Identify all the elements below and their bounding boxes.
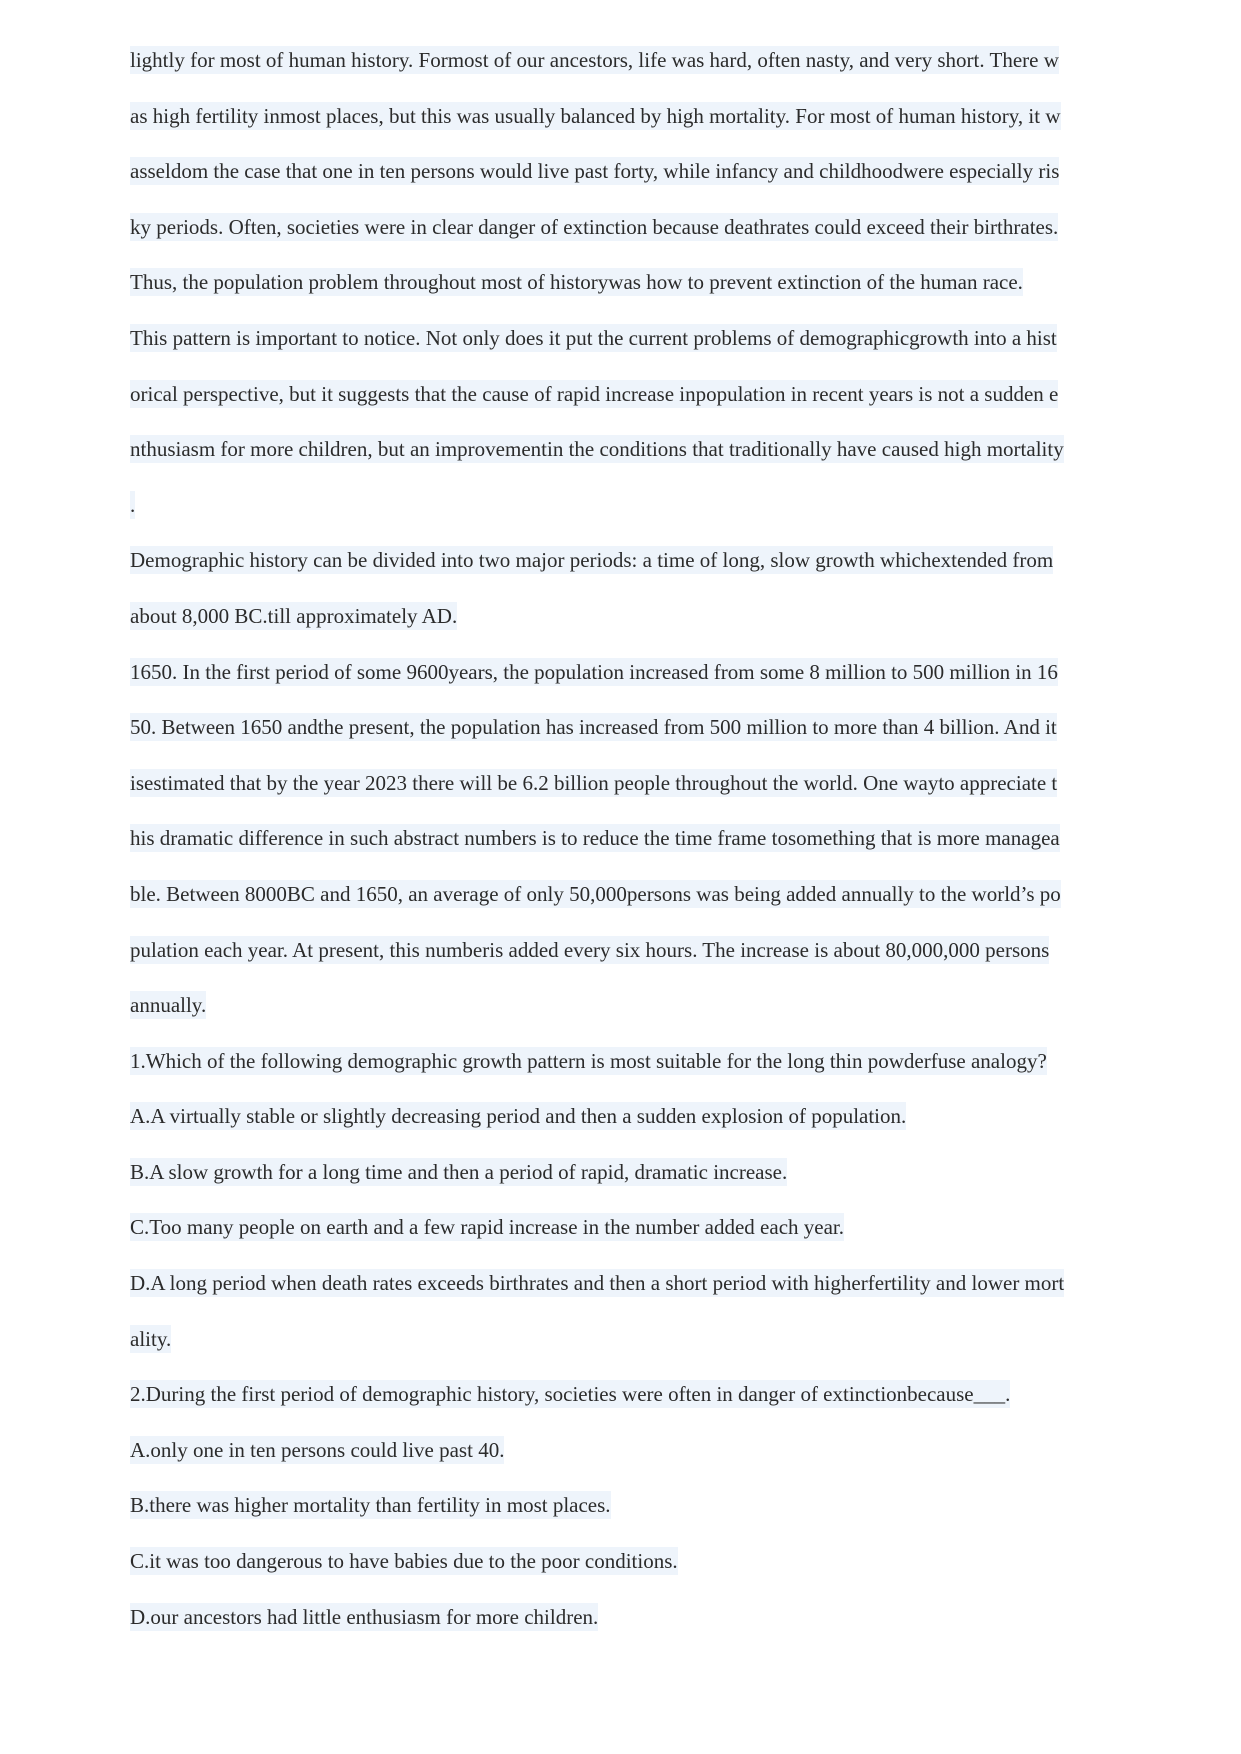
passage-line [130,533,1110,589]
option-line [130,1423,1110,1479]
passage-line-text: 50. Between 1650 andthe present, the population has increased from 500 million to more than 4 billion. And it [130,715,1057,740]
passage-line [130,756,1110,812]
passage-line-text: . [130,492,136,517]
question-2-option-a: A.only one in ten persons could live past 40. [130,1437,505,1462]
passage-line [130,255,1110,311]
question-1-option-a: A.A virtually stable or slightly decreasing period and then a sudden explosion of population. [130,1104,907,1129]
passage-line [130,811,1110,867]
passage-line-text: ky periods. Often, societies were in clear danger of extinction because deathrates could exceed their birthrates. [130,214,1059,239]
passage-line [130,700,1110,756]
question-line [130,1034,1110,1090]
passage-line [130,311,1110,367]
passage-line [130,478,1110,534]
question-1-option-d: D.A long period when death rates exceeds birthrates and then a short period with higherfertility and lower mort [130,1271,1065,1296]
question-1-option-c: C.Too many people on earth and a few rapid increase in the number added each year. [130,1215,844,1240]
option-line [130,1312,1110,1368]
passage-line [130,867,1110,923]
passage-line-text: annually. [130,993,207,1018]
question-2-option-c: C.it was too dangerous to have babies due to the poor conditions. [130,1549,678,1574]
question-1-option-b: B.A slow growth for a long time and then a period of rapid, dramatic increase. [130,1159,788,1184]
option-line [130,1089,1110,1145]
passage-line-text: This pattern is important to notice. Not only does it put the current problems of demographicgrowth into a hist [130,325,1057,350]
passage-line-text: Demographic history can be divided into two major periods: a time of long, slow growth whichextended from [130,548,1054,573]
passage-line-text: as high fertility inmost places, but this was usually balanced by high mortality. For most of human history, it w [130,103,1061,128]
passage-line [130,200,1110,256]
question-1-text: 1.Which of the following demographic growth pattern is most suitable for the long thin powderfuse analogy? [130,1048,1047,1073]
passage-line [130,589,1110,645]
question-2-text: 2.During the first period of demographic history, societies were often in danger of extinctionbecause___. [130,1382,1011,1407]
passage-line-text: orical perspective, but it suggests that the cause of rapid increase inpopulation in recent years is not a sudden e [130,381,1059,406]
question-2-option-b: B.there was higher mortality than fertility in most places. [130,1493,611,1518]
question-1-option-d-cont: ality. [130,1326,172,1351]
passage-line [130,144,1110,200]
passage-line-text: pulation each year. At present, this numberis added every six hours. The increase is about 80,000,000 persons [130,937,1050,962]
passage-line [130,33,1110,89]
passage-line-text: ble. Between 8000BC and 1650, an average of only 50,000persons was being added annually to the world’s po [130,881,1061,906]
passage-line-text: asseldom the case that one in ten persons would live past forty, while infancy and childhoodwere especially ris [130,159,1060,184]
option-line [130,1200,1110,1256]
question-2-option-d: D.our ancestors had little enthusiasm for more children. [130,1604,599,1629]
option-line [130,1534,1110,1590]
passage-line-text: lightly for most of human history. Formost of our ancestors, life was hard, often nasty, and very short. There w [130,48,1059,72]
passage-line [130,422,1110,478]
passage-line [130,367,1110,423]
question-line [130,1367,1110,1423]
passage-line [130,923,1110,979]
passage-line-text: 1650. In the first period of some 9600years, the population increased from some 8 million to 500 million in 16 [130,659,1058,684]
option-line [130,1145,1110,1201]
passage-line-text: Thus, the population problem throughout most of historywas how to prevent extinction of the human race. [130,270,1023,295]
option-line [130,1590,1110,1646]
passage-line [130,978,1110,1034]
passage-line-text: about 8,000 BC.till approximately AD. [130,603,458,628]
passage-line-text: isestimated that by the year 2023 there will be 6.2 billion people throughout the world. One wayto appreciate t [130,770,1058,795]
option-line [130,1478,1110,1534]
passage-line [130,645,1110,701]
passage-line [130,89,1110,145]
option-line [130,1256,1110,1312]
passage-line-text: his dramatic difference in such abstract numbers is to reduce the time frame tosomething that is more managea [130,826,1060,851]
document-text [130,33,1110,1645]
passage-line-text: nthusiasm for more children, but an improvementin the conditions that traditionally have caused high mortality [130,437,1064,462]
